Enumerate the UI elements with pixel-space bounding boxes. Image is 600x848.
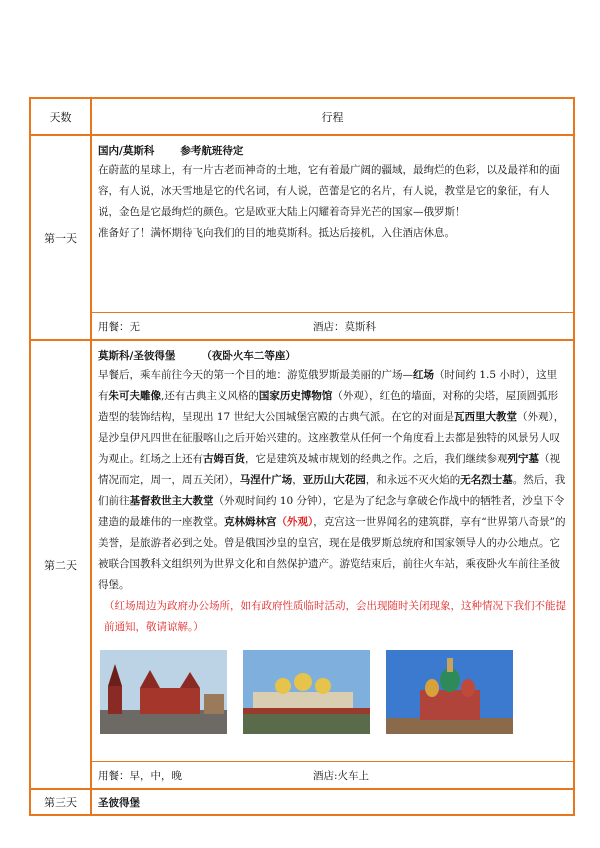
day1-footer <box>92 312 573 339</box>
day1-hotel: 酒店：莫斯科 <box>313 320 376 333</box>
day3-title: 圣彼得堡 <box>98 796 140 809</box>
header-day: 天数 <box>30 98 91 135</box>
text-run: （外观），是沙皇伊凡四世在征服喀山之后开始兴建的。这座教堂从任何一个角度看上去都是独特的风景另人叹为观止。红场之上还有 <box>98 411 565 465</box>
kremlin-photo <box>243 650 370 734</box>
text-run: ，它是建筑及城市规划的经典之作。之后，我们继续参观 <box>245 453 508 465</box>
text-run: ，克宫这一世界闻名的建筑群，享有“世界第八奇景”的美誉，是旅游者必到之处。曾是俄国沙皇的皇宫，现在是俄罗斯总统府和国家领导人的办公地点。它被联合国教科文组织列为世界文化和自然保护遗产。游览结束后，前往火车站，乘夜卧火车前往圣彼得堡。 <box>98 516 566 591</box>
text-run: ，和永远不灭火焰的 <box>365 474 461 486</box>
day1-intro: 在蔚蓝的星球上，有一片古老而神奇的土地，它有着最广阔的疆域，最绚烂的色彩，以及最祥和的面容，有人说，冰天雪地是它的代名词，有人说，芭蕾是它的名片，有人说，教堂是它的象征，有人说，金色是它最绚烂的颜色。它是欧亚大陆上闪耀着奇异光芒的国家—俄罗斯！ <box>98 164 560 218</box>
day3-row <box>30 789 574 815</box>
table-header-row <box>30 98 574 135</box>
day1-row <box>30 135 574 340</box>
day1-route: 国内/莫斯科 <box>98 145 155 157</box>
highlight-museum: 国家历史博物馆 <box>258 390 333 402</box>
highlight-savior: 基督救世主大教堂 <box>129 495 214 507</box>
text-run: ， <box>292 474 303 486</box>
day2-description <box>98 365 567 596</box>
highlight-statue: 朱可夫雕像 <box>108 390 161 402</box>
text-run: ,还有古典主义风格的 <box>161 390 259 402</box>
day2-row <box>30 340 574 789</box>
highlight-red-square: 红场 <box>413 369 434 381</box>
highlight-basil: 瓦西里大教堂 <box>454 411 518 423</box>
text-run: （时间约 1.5 小时），这里有 <box>98 369 558 402</box>
highlight-gum: 古姆百货 <box>203 453 245 465</box>
day3-label: 第三天 <box>30 789 91 815</box>
text-run: 早餐后，乘车前往今天的第一个目的地：游览俄罗斯最美丽的广场— <box>98 369 413 381</box>
day2-label: 第二天 <box>30 340 91 789</box>
day2-warning: （红场周边为政府办公场所，如有政府性质临时活动，会出现随时关闭现象，这种情况下我们不能提前通知，敬请谅解。） <box>104 600 566 633</box>
day2-title <box>98 347 567 365</box>
day3-cell <box>91 789 574 815</box>
photo-strip <box>100 650 567 734</box>
day1-title <box>98 142 567 160</box>
itinerary-table <box>29 97 575 816</box>
basil-cathedral-photo <box>386 650 513 734</box>
day2-hotel: 酒店:火车上 <box>313 769 370 782</box>
text-run: （外观时间约 10 分钟），它是为了纪念与拿破仑作战中的牺牲者，沙皇下令建造的最雄伟的一座教堂。 <box>98 495 565 528</box>
day1-flight-note: 参考航班待定 <box>180 145 244 157</box>
highlight-outside: （外观） <box>276 516 314 528</box>
day2-footer <box>92 761 573 788</box>
text-run: （视情况而定，周一，周五关闭）， <box>98 453 560 486</box>
text-run: （外观），红色的墙面，对称的尖塔，屋顶圆弧形造型的装饰结构，呈现出 17 世纪大公国城堡宫殿的古典气派。在它的对面是 <box>98 390 559 423</box>
day1-arrival: 准备好了！满怀期待飞向我们的目的地莫斯科。抵达后接机，入住酒店休息。 <box>98 227 455 239</box>
day1-label: 第一天 <box>30 135 91 340</box>
text-run: 。然后，我们前往 <box>98 474 566 507</box>
day2-cell <box>91 340 574 789</box>
highlight-tomb: 无名烈士墓 <box>460 474 513 486</box>
highlight-garden: 亚历山大花园 <box>302 474 366 486</box>
highlight-manege: 马涅什广场 <box>239 474 293 486</box>
header-plan: 行程 <box>91 98 574 135</box>
highlight-kremlin: 克林姆林宫 <box>224 516 277 528</box>
red-square-photo <box>100 650 227 734</box>
day2-route: 莫斯科/圣彼得堡 <box>98 350 176 362</box>
highlight-lenin: 列宁墓 <box>507 453 539 465</box>
day1-cell <box>91 135 574 340</box>
day2-meal: 用餐：早，中，晚 <box>98 769 182 782</box>
day1-meal: 用餐：无 <box>98 320 140 333</box>
day2-train-note: （夜卧火车二等座） <box>201 350 296 362</box>
